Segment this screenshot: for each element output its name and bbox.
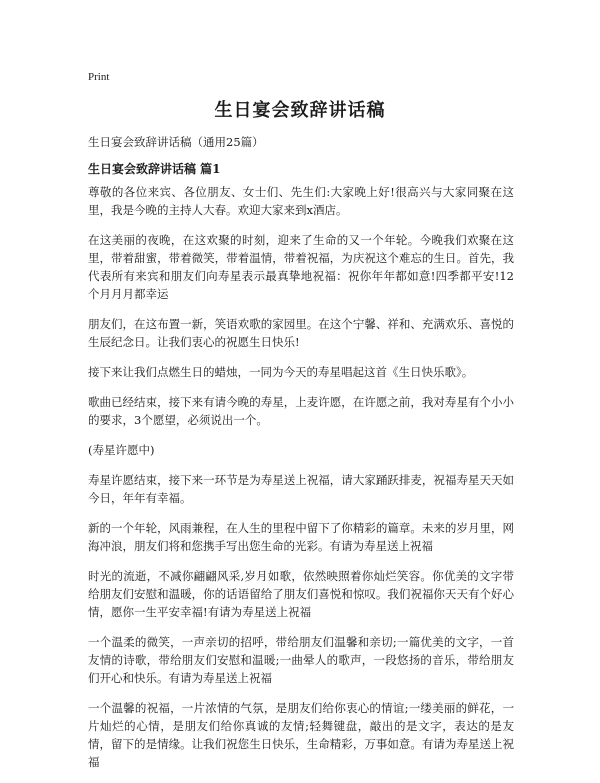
- paragraph: 歌曲已经结束，接下来有请今晚的寿星，上麦许愿，在许愿之前，我对寿星有个小小的要求，3个愿望，必须说出一个。: [88, 395, 514, 427]
- paragraph: (寿星许愿中): [88, 443, 155, 457]
- paragraph: 一个温柔的微笑，一声亲切的招呼，带给朋友们温馨和亲切;一篇优美的文字，一首友情的诗歌，带给朋友们安慰和温暖;一曲晕人的歌声，一段悠扬的音乐，带给朋友们开心和快乐。有请为寿星送上祝福: [88, 635, 514, 685]
- paragraph: 朋友们，在这布置一新，笑语欢歌的家园里。在这个宁馨、祥和、充满欢乐、喜悦的生辰纪念日。让我们衷心的祝愿生日快乐!: [88, 317, 514, 349]
- section-heading: 生日宴会致辞讲话稿 篇1: [88, 162, 221, 176]
- paragraph: 寿星许愿结束，接下来一环节是为寿星送上祝福，请大家踊跃排麦，祝福寿星天天如今日，年年有幸福。: [88, 473, 514, 505]
- paragraph: 新的一个年轮，风雨兼程，在人生的里程中留下了你精彩的篇章。未来的岁月里，网海冲浪，朋友们将和您携手写出您生命的光彩。有请为寿星送上祝福: [88, 521, 514, 553]
- paragraph: 尊敬的各位来宾、各位朋友、女士们、先生们:大家晚上好!很高兴与大家同聚在这里，我是今晚的主持人大春。欢迎大家来到x酒店。: [88, 185, 514, 217]
- paragraph: 接下来让我们点燃生日的蜡烛，一同为今天的寿星唱起这首《生日快乐歌》。: [88, 365, 474, 379]
- paragraph: 时光的流逝，不减你翩翩风采,岁月如歌，依然映照着你灿烂笑容。你优美的文字带给朋友们安慰和温暖，你的话语留给了朋友们喜悦和惊叹。我们祝福你天天有个好心情，愿你一生平安幸福!有请为寿星送上祝福: [88, 569, 514, 619]
- print-label[interactable]: Print: [88, 71, 110, 83]
- document-title: 生日宴会致辞讲话稿: [214, 100, 386, 121]
- document-subtitle: 生日宴会致辞讲话稿（通用25篇）: [88, 135, 264, 149]
- paragraph: 在这美丽的夜晚，在这欢聚的时刻，迎来了生命的又一个年轮。今晚我们欢聚在这里，带着甜蜜，带着微笑，带着温情，带着祝福，为庆祝这个难忘的生日。首先，我代表所有来宾和朋友们向寿星表示最真挚地祝福：祝你年年都如意!四季都平安!12个月月月都幸运: [88, 233, 514, 301]
- body-text: [88, 183, 514, 783]
- paragraph: 一个温馨的祝福，一片浓情的气氛，是朋友们给你衷心的情谊;一缕美丽的鲜花，一片灿烂的心情，是朋友们给你真诚的友情;轻舞键盘，敲出的是文字，表达的是友情，留下的是情缘。让我们祝您生日快乐，生命精彩，万事如意。有请为寿星送上祝福: [88, 701, 514, 769]
